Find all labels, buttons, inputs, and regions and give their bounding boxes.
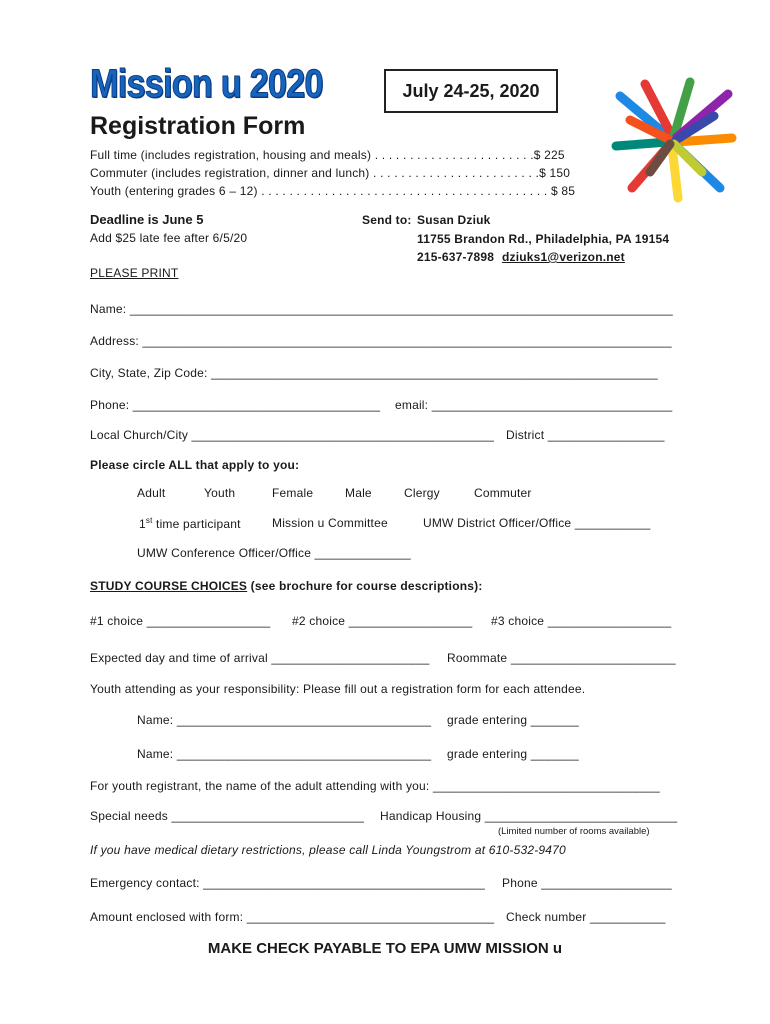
choice-2-field[interactable]: #2 choice __________________ — [292, 614, 473, 628]
mission-hands-logo-icon — [610, 76, 740, 206]
first-time-sup: st — [145, 516, 153, 525]
local-church-field[interactable]: Local Church/City ____________________________________________ — [90, 428, 495, 442]
youth-note: Youth attending as your responsibility: Please fill out a registration form for each attendee. — [90, 682, 586, 696]
study-heading-note: (see brochure for course descriptions): — [247, 579, 483, 593]
check-number-field[interactable]: Check number ___________ — [506, 910, 666, 924]
handicap-housing-field[interactable]: Handicap Housing ____________________________ — [380, 809, 678, 823]
price-youth: Youth (entering grades 6 – 12) . . . . . . . . . . . . . . . . . . . . . . . . . . . . . . . . . . . . . . . . . $ 85 — [90, 184, 576, 198]
price-full-time: Full time (includes registration, housing and meals) . . . . . . . . . . . . . . . . . . . . . . .$ 225 — [90, 148, 565, 162]
option-clergy[interactable]: Clergy — [404, 486, 440, 500]
send-to-phone: 215-637-7898 — [417, 250, 495, 264]
first-time-number: 1 — [139, 517, 146, 531]
amount-enclosed-field[interactable]: Amount enclosed with form: ____________________________________ — [90, 910, 495, 924]
send-to-address: 11755 Brandon Rd., Philadelphia, PA 19154 — [417, 232, 670, 246]
emergency-contact-field[interactable]: Emergency contact: _________________________________________ — [90, 876, 486, 890]
choice-1-field[interactable]: #1 choice __________________ — [90, 614, 271, 628]
deadline-title: Deadline is June 5 — [90, 212, 204, 227]
event-dates-box — [384, 69, 558, 113]
option-male[interactable]: Male — [345, 486, 372, 500]
option-conference-officer[interactable]: UMW Conference Officer/Office ______________ — [137, 546, 411, 560]
option-commuter[interactable]: Commuter — [474, 486, 532, 500]
send-to-label: Send to: — [362, 213, 412, 227]
option-district-officer[interactable]: UMW District Officer/Office ___________ — [423, 516, 651, 530]
youth-grade-2-field[interactable]: grade entering _______ — [447, 747, 579, 761]
roommate-field[interactable]: Roommate ________________________ — [447, 651, 676, 665]
option-first-time[interactable] — [139, 516, 241, 531]
youth-name-2-field[interactable]: Name: _____________________________________ — [137, 747, 432, 761]
study-heading — [90, 579, 483, 593]
event-dates: July 24-25, 2020 — [402, 80, 540, 101]
late-fee-note: Add $25 late fee after 6/5/20 — [90, 231, 248, 245]
email-field[interactable]: email: ___________________________________ — [395, 398, 673, 412]
district-field[interactable]: District _________________ — [506, 428, 665, 442]
check-payable-note: MAKE CHECK PAYABLE TO EPA UMW MISSION u — [207, 940, 563, 957]
study-heading-title: STUDY COURSE CHOICES — [90, 579, 248, 593]
youth-grade-1-field[interactable]: grade entering _______ — [447, 713, 579, 727]
special-needs-field[interactable]: Special needs ____________________________ — [90, 809, 364, 823]
page-subtitle: Registration Form — [90, 112, 306, 140]
city-state-zip-field[interactable]: City, State, Zip Code: _________________________________________________________________ — [90, 366, 658, 380]
adult-attending-field[interactable]: For youth registrant, the name of the adult attending with you: _________________________________ — [90, 779, 660, 793]
youth-name-1-field[interactable]: Name: _____________________________________ — [137, 713, 432, 727]
send-to-email-link[interactable]: dziuks1@verizon.net — [502, 250, 625, 264]
option-youth[interactable]: Youth — [204, 486, 236, 500]
phone-field[interactable]: Phone: ____________________________________ — [90, 398, 381, 412]
dietary-note: If you have medical dietary restrictions, please call Linda Youngstrom at 610-532-9470 — [90, 843, 566, 857]
form-title: Mission u 2020 — [90, 62, 323, 106]
option-female[interactable]: Female — [272, 486, 314, 500]
option-committee[interactable]: Mission u Committee — [272, 516, 388, 530]
option-adult[interactable]: Adult — [137, 486, 166, 500]
please-print-note: PLEASE PRINT — [90, 266, 179, 280]
price-commuter: Commuter (includes registration, dinner and lunch) . . . . . . . . . . . . . . . . . . . . . . . .$ 150 — [90, 166, 571, 180]
choice-3-field[interactable]: #3 choice __________________ — [491, 614, 672, 628]
send-to-name: Susan Dziuk — [417, 213, 491, 227]
arrival-field[interactable]: Expected day and time of arrival _______________________ — [90, 651, 430, 665]
address-field[interactable]: Address: _____________________________________________________________________________ — [90, 334, 672, 348]
circle-heading: Please circle ALL that apply to you: — [90, 458, 300, 472]
limited-rooms-note: (Limited number of rooms available) — [498, 826, 650, 837]
emergency-phone-field[interactable]: Phone ___________________ — [502, 876, 672, 890]
first-time-text: time participant — [152, 517, 241, 531]
name-field[interactable]: Name: _______________________________________________________________________________ — [90, 302, 673, 316]
